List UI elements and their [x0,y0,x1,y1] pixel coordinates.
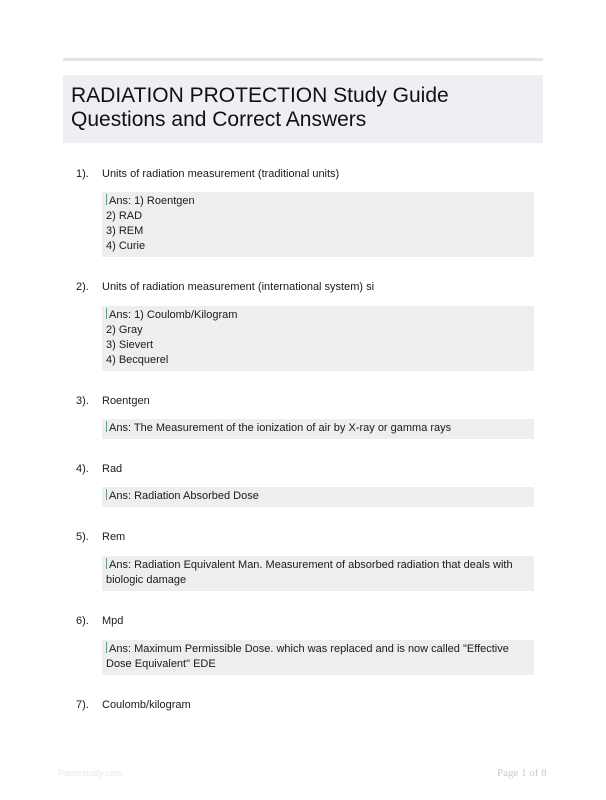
answer-marker [106,308,107,319]
question-number: 2). [76,281,89,293]
answer-marker [106,489,107,500]
answer-box [102,192,534,257]
page-number: Page 1 of 8 [497,767,547,779]
answer-line: Ans: Maximum Permissible Dose. which was replaced and is now called "Effective Dose Equivalent" EDE [106,643,509,670]
answer-box [102,419,534,439]
question-number: 3). [76,395,89,407]
answer-marker [106,642,107,653]
answer-line: Ans: 1) Coulomb/Kilogram [106,308,530,323]
answer-line: 3) Sievert [106,339,154,351]
top-divider [63,58,543,61]
answer-marker [106,558,107,569]
answer-box [102,556,534,591]
answer-box [102,487,534,507]
question-number: 6). [76,615,89,627]
document-title: RADIATION PROTECTION Study Guide Questions and Correct Answers [71,84,449,131]
answer-marker [106,421,107,432]
answer-box [102,640,534,675]
answer-line: 3) REM [106,225,144,237]
answer-line: Ans: Radiation Absorbed Dose [106,489,530,504]
answer-box [102,306,534,371]
question-number: 7). [76,699,89,711]
answer-line: Ans: Radiation Equivalent Man. Measurement of absorbed radiation that deals with biologic damage [106,559,513,586]
answer-line: Ans: The Measurement of the ionization of air by X-ray or gamma rays [106,421,530,436]
answer-line: 2) Gray [106,324,143,336]
question-text: Units of radiation measurement (traditional units) [102,168,340,180]
answer-line: 4) Curie [106,240,146,252]
answer-line: 4) Becquerel [106,354,169,366]
question-number: 1). [76,168,89,180]
question-text: Units of radiation measurement (international system) si [102,281,375,293]
question-number: 5). [76,531,89,543]
answer-line: 2) RAD [106,210,143,222]
question-text: Coulomb/kilogram [102,699,191,711]
question-text: Rem [102,531,126,543]
question-text: Roentgen [102,395,150,407]
answer-line: Ans: 1) Roentgen [106,194,530,209]
footer-watermark: Paperstudy.com [58,768,123,778]
question-number: 4). [76,463,89,475]
question-text: Mpd [102,615,124,627]
question-text: Rad [102,463,123,475]
title-banner [63,75,543,143]
answer-marker [106,194,107,205]
